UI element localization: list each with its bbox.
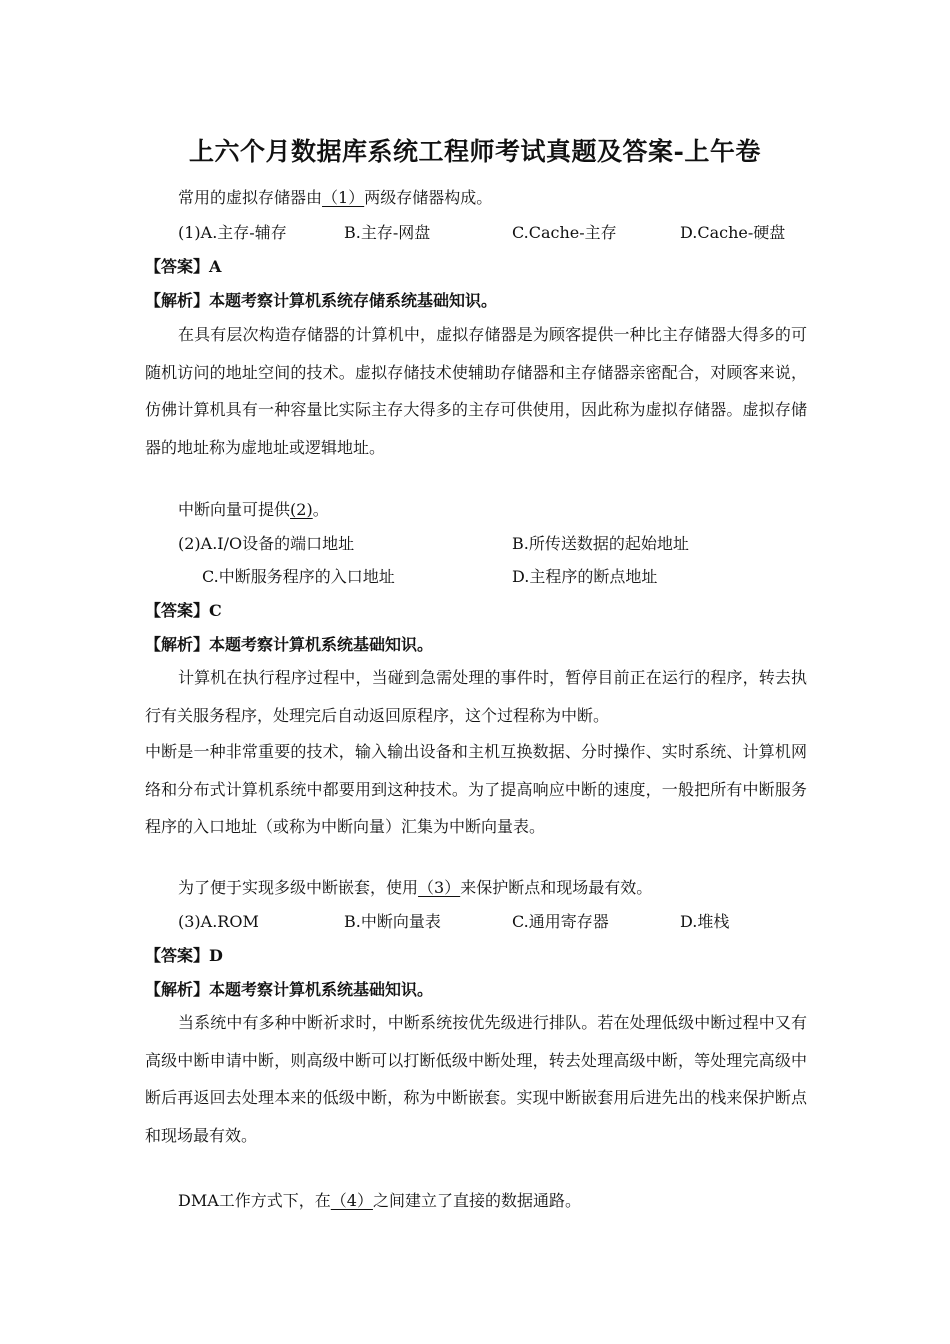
question-1-blank: （1） [322, 188, 365, 207]
question-2-stem: 中断向量可提供(2)。 [178, 500, 329, 519]
question-3-option-b: B.中断向量表 [344, 912, 441, 931]
question-1-option-a: (1)A.主存-辅存 [178, 223, 287, 242]
question-3-analysis-heading: 【解析】本题考察计算机系统基础知识。 [145, 980, 434, 999]
question-3-analysis-paragraph: 当系统中有多种中断祈求时，中断系统按优先级进行排队。若在处理低级中断过程中又有高级中断申请中断，则高级中断可以打断低级中断处理，转去处理高级中断，等处理完高级中断后再返回去处理本来的低级中断，称为中断嵌套。实现中断嵌套用后进先出的栈来保护断点和现场最有效。 [145, 1013, 807, 1145]
question-1-option-c: C.Cache-主存 [512, 223, 617, 242]
question-3-answer: 【答案】D [145, 946, 223, 965]
question-3-option-d: D.堆栈 [680, 912, 730, 931]
question-4-blank: （4） [330, 1191, 373, 1210]
question-3-option-a: (3)A.ROM [178, 912, 259, 931]
question-1-option-b: B.主存-网盘 [344, 223, 431, 242]
question-4-stem: DMA工作方式下，在（4）之间建立了直接的数据通路。 [178, 1191, 581, 1210]
question-2-option-c: C.中断服务程序的入口地址 [202, 567, 395, 586]
question-2-option-b: B.所传送数据的起始地址 [512, 534, 689, 553]
question-1-analysis-heading: 【解析】本题考察计算机系统存储系统基础知识。 [145, 291, 498, 310]
document-title: 上六个月数据库系统工程师考试真题及答案-上午卷 [189, 137, 761, 166]
question-1-option-d: D.Cache-硬盘 [680, 223, 786, 242]
question-3-stem: 为了便于实现多级中断嵌套，使用（3）来保护断点和现场最有效。 [178, 878, 653, 897]
question-3-blank: （3） [418, 878, 461, 897]
question-2-analysis-paragraph-1: 计算机在执行程序过程中，当碰到急需处理的事件时，暂停目前正在运行的程序，转去执行有关服务程序，处理完后自动返回原程序，这个过程称为中断。 [145, 668, 807, 725]
question-2-analysis-heading: 【解析】本题考察计算机系统基础知识。 [145, 635, 434, 654]
question-1-analysis-paragraph: 在具有层次构造存储器的计算机中，虚拟存储器是为顾客提供一种比主存储器大得多的可随机访问的地址空间的技术。虚拟存储技术使辅助存储器和主存储器亲密配合，对顾客来说，仿佛计算机具有一种容量比实际主存大得多的主存可供使用，因此称为虚拟存储器。虚拟存储器的地址称为虚地址或逻辑地址。 [145, 325, 807, 457]
question-2-blank: (2) [290, 500, 313, 519]
question-2-option-d: D.主程序的断点地址 [512, 567, 658, 586]
question-1-answer: 【答案】A [145, 257, 222, 276]
question-2-answer: 【答案】C [145, 601, 222, 620]
question-2-option-a: (2)A.I/O设备的端口地址 [178, 534, 355, 553]
question-2-analysis-paragraph-2: 中断是一种非常重要的技术，输入输出设备和主机互换数据、分时操作、实时系统、计算机网络和分布式计算机系统中都要用到这种技术。为了提高响应中断的速度，一般把所有中断服务程序的入口地址（或称为中断向量）汇集为中断向量表。 [145, 742, 807, 836]
question-1-stem: 常用的虚拟存储器由（1）两级存储器构成。 [178, 188, 493, 207]
question-3-option-c: C.通用寄存器 [512, 912, 609, 931]
